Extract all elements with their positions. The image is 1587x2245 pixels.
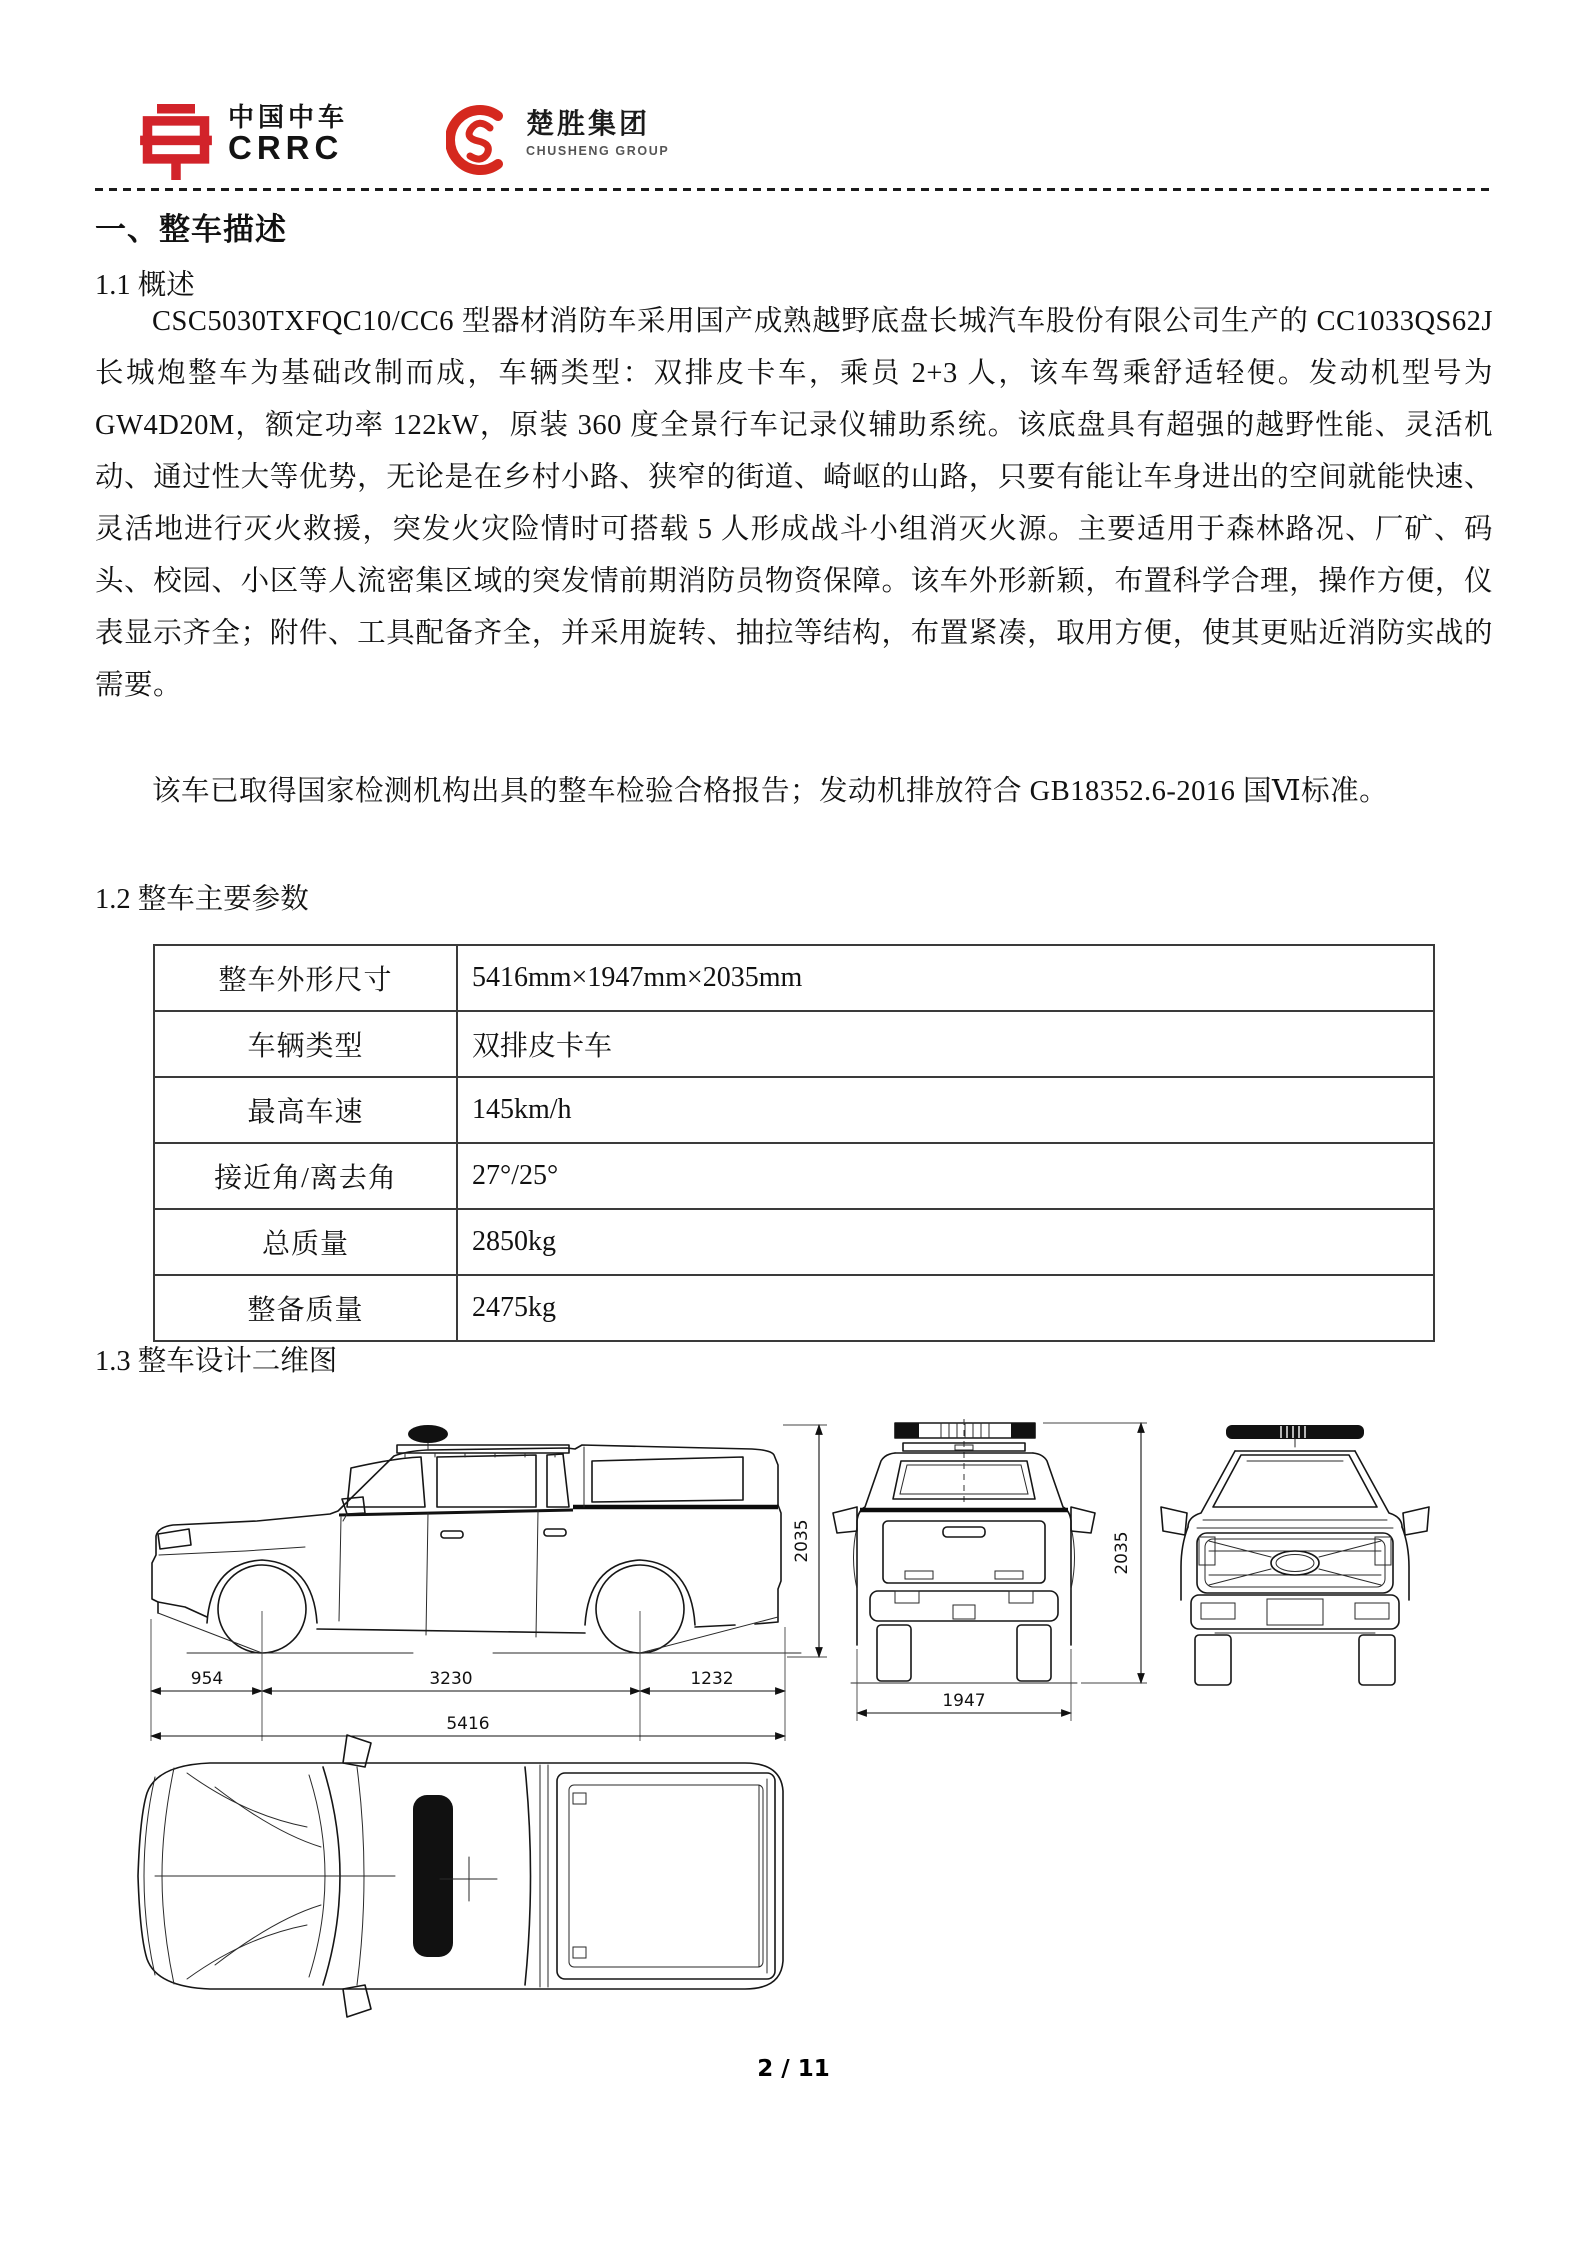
chusheng-name-en: CHUSHENG GROUP bbox=[526, 144, 670, 159]
top-view-drawing bbox=[138, 1735, 783, 2017]
rear-view-drawing bbox=[833, 1419, 1095, 1683]
table-row bbox=[155, 1274, 1433, 1340]
side-view-dimensions bbox=[151, 1425, 827, 1741]
table-row bbox=[155, 1142, 1433, 1208]
chusheng-name-cn: 楚胜集团 bbox=[526, 108, 651, 139]
param-value: 27°/25° bbox=[456, 1144, 1433, 1208]
dim-wheelbase: 3230 bbox=[429, 1669, 473, 1689]
param-value: 双排皮卡车 bbox=[456, 1012, 1433, 1076]
parameters-table bbox=[153, 944, 1435, 1342]
table-row bbox=[155, 1208, 1433, 1274]
beacon-light bbox=[408, 1425, 448, 1443]
front-view-drawing bbox=[1161, 1425, 1429, 1685]
subsection-1-1-title: 1.1 概述 bbox=[95, 270, 195, 301]
header bbox=[140, 104, 669, 184]
page-number: 2 / 11 bbox=[757, 2056, 830, 2082]
dim-width: 1947 bbox=[942, 1691, 986, 1711]
param-value: 2475kg bbox=[456, 1276, 1433, 1340]
vehicle-drawings bbox=[95, 1395, 1495, 2075]
crrc-name-cn: 中国中车 bbox=[228, 102, 349, 132]
param-value: 5416mm×1947mm×2035mm bbox=[456, 946, 1433, 1010]
dim-overall-length: 5416 bbox=[446, 1714, 490, 1734]
param-label: 车辆类型 bbox=[247, 1031, 364, 1062]
table-row bbox=[155, 1076, 1433, 1142]
side-view-drawing bbox=[152, 1425, 801, 1653]
rear-view-dimensions bbox=[857, 1423, 1147, 1721]
overview-paragraph-2: 该车已取得国家检测机构出具的整车检验合格报告；发动机排放符合 GB18352.6-2016 国Ⅵ标准。 bbox=[152, 776, 1389, 807]
dim-height-rear: 2035 bbox=[1112, 1531, 1132, 1575]
param-label: 总质量 bbox=[261, 1229, 349, 1260]
table-row bbox=[155, 946, 1433, 1010]
section-heading: 一、整车描述 bbox=[95, 212, 287, 247]
param-value: 145km/h bbox=[456, 1078, 1433, 1142]
header-divider bbox=[95, 188, 1493, 191]
dim-front-overhang: 954 bbox=[190, 1669, 224, 1689]
overview-paragraph-1: CSC5030TXFQC10/CC6 型器材消防车采用国产成熟越野底盘长城汽车股份有限公司生产的 CC1033QS62J 长城炮整车为基础改制而成，车辆类型：双排皮卡车，乘员 2+3 人，该车驾乘舒适轻便。发动机型号为 GW4D20M，额定功率 122kW，原装 360 度全景行车记录仪辅助系统。该底盘具有超强的越野性能、灵活机动、通过性大等优势，无论是在乡村小路、狭窄的街道、崎岖的山路，只要有能让车身进出的空间就能快速、灵活地进行灭火救援，突发火灾险情时可搭载 5 人形成战斗小组消灭火源。主要适用于森林路况、厂矿、码头、校园、小区等人流密集区域的突发情前期消防员物资保障。该车外形新颖，布置科学合理，操作方便，仪表显示齐全；附件、工具配备齐全，并采用旋转、抽拉等结构，布置紧凑，取用方便，使其更贴近消防实战的需要。 bbox=[95, 306, 1493, 701]
param-label: 整车外形尺寸 bbox=[218, 965, 393, 996]
dim-height-side: 2035 bbox=[792, 1519, 812, 1563]
chusheng-logo-icon bbox=[446, 104, 512, 176]
param-label: 整备质量 bbox=[247, 1295, 364, 1326]
subsection-1-2-title: 1.2 整车主要参数 bbox=[95, 884, 309, 915]
sunroof bbox=[413, 1795, 453, 1957]
param-label: 最高车速 bbox=[247, 1097, 364, 1128]
param-label: 接近角/离去角 bbox=[214, 1163, 397, 1194]
param-value: 2850kg bbox=[456, 1210, 1433, 1274]
crrc-wordmark bbox=[228, 102, 349, 167]
dim-rear-overhang: 1232 bbox=[690, 1669, 734, 1689]
subsection-1-3-title: 1.3 整车设计二维图 bbox=[95, 1346, 338, 1377]
chusheng-wordmark bbox=[526, 104, 669, 158]
chusheng-block bbox=[446, 104, 669, 176]
crrc-name-en: CRRC bbox=[228, 129, 344, 167]
crrc-logo-icon bbox=[140, 104, 212, 180]
table-row bbox=[155, 1010, 1433, 1076]
